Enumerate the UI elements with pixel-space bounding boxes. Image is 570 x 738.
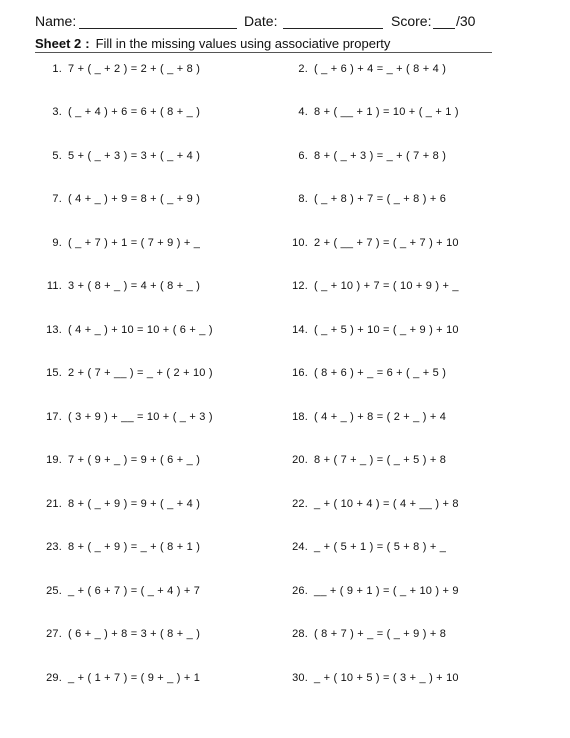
problem-17 <box>40 411 213 423</box>
problem-text: 8 + ( __ + 1 ) = 10 + ( _ + 1 ) <box>314 106 459 118</box>
problem-text: 8 + ( _ + 3 ) = _ + ( 7 + 8 ) <box>314 150 447 162</box>
problem-4 <box>286 106 459 118</box>
problem-10 <box>286 237 459 249</box>
problem-number: 5. <box>52 150 62 162</box>
problem-number: 24. <box>292 541 308 553</box>
problem-8 <box>286 193 446 205</box>
problem-22 <box>286 498 459 510</box>
problem-28 <box>286 628 446 640</box>
problem-15 <box>40 367 213 379</box>
problem-list <box>0 60 570 720</box>
problem-text: ( _ + 5 ) + 10 = ( _ + 9 ) + 10 <box>314 324 459 336</box>
score-blank-line <box>433 28 455 29</box>
date-label: Date: <box>244 13 278 29</box>
problem-text: __ + ( 9 + 1 ) = ( _ + 10 ) + 9 <box>314 585 459 597</box>
problem-5 <box>40 150 200 162</box>
problem-19 <box>40 454 200 466</box>
problem-number: 14. <box>292 324 308 336</box>
problem-number: 12. <box>292 280 308 292</box>
problem-number: 7. <box>52 193 62 205</box>
problem-text: 7 + ( 9 + _ ) = 9 + ( 6 + _ ) <box>68 454 201 466</box>
problem-29 <box>40 672 200 684</box>
problem-number: 4. <box>298 106 308 118</box>
problem-number: 21. <box>46 498 62 510</box>
problem-14 <box>286 324 459 336</box>
problem-text: ( _ + 8 ) + 7 = ( _ + 8 ) + 6 <box>314 193 447 205</box>
problem-1 <box>40 63 200 75</box>
problem-number: 11. <box>46 280 62 292</box>
instructions-text: Fill in the missing values using associative property <box>95 36 391 51</box>
problem-text: ( 6 + _ ) + 8 = 3 + ( 8 + _ ) <box>68 628 201 640</box>
date-blank-line <box>283 28 383 29</box>
problem-text: 2 + ( 7 + __ ) = _ + ( 2 + 10 ) <box>68 367 213 379</box>
sheet-label: Sheet 2 <box>35 36 82 51</box>
problem-text: 5 + ( _ + 3 ) = 3 + ( _ + 4 ) <box>68 150 201 162</box>
problem-number: 8. <box>298 193 308 205</box>
problem-text: 7 + ( _ + 2 ) = 2 + ( _ + 8 ) <box>68 63 201 75</box>
name-label: Name: <box>35 13 77 29</box>
problem-9 <box>40 237 200 249</box>
problem-text: ( 3 + 9 ) + __ = 10 + ( _ + 3 ) <box>68 411 213 423</box>
score-total: /30 <box>456 13 476 29</box>
problem-2 <box>286 63 446 75</box>
problem-number: 18. <box>292 411 308 423</box>
problem-text: ( _ + 4 ) + 6 = 6 + ( 8 + _ ) <box>68 106 201 118</box>
instructions-separator: : <box>85 36 90 51</box>
problem-27 <box>40 628 200 640</box>
problem-text: ( 4 + _ ) + 8 = ( 2 + _ ) + 4 <box>314 411 447 423</box>
problem-text: _ + ( 10 + 5 ) = ( 3 + _ ) + 10 <box>314 672 459 684</box>
problem-text: _ + ( 6 + 7 ) = ( _ + 4 ) + 7 <box>68 585 201 597</box>
problem-number: 22. <box>292 498 308 510</box>
instructions <box>35 36 390 51</box>
problem-number: 13. <box>46 324 62 336</box>
problem-20 <box>286 454 446 466</box>
problem-number: 28. <box>292 628 308 640</box>
problem-25 <box>40 585 200 597</box>
worksheet-header <box>35 13 535 33</box>
problem-number: 26. <box>292 585 308 597</box>
problem-text: ( 4 + _ ) + 10 = 10 + ( 6 + _ ) <box>68 324 213 336</box>
problem-13 <box>40 324 213 336</box>
problem-18 <box>286 411 446 423</box>
problem-26 <box>286 585 459 597</box>
problem-text: ( _ + 7 ) + 1 = ( 7 + 9 ) + _ <box>68 237 201 249</box>
problem-text: 2 + ( __ + 7 ) = ( _ + 7 ) + 10 <box>314 237 459 249</box>
problem-11 <box>40 280 200 292</box>
name-blank-line <box>79 28 237 29</box>
problem-number: 2. <box>298 63 308 75</box>
problem-3 <box>40 106 200 118</box>
problem-text: 8 + ( _ + 9 ) = 9 + ( _ + 4 ) <box>68 498 201 510</box>
problem-number: 9. <box>52 237 62 249</box>
problem-text: 8 + ( 7 + _ ) = ( _ + 5 ) + 8 <box>314 454 447 466</box>
header-divider <box>35 52 492 53</box>
problem-text: _ + ( 5 + 1 ) = ( 5 + 8 ) + _ <box>314 541 447 553</box>
problem-24 <box>286 541 446 553</box>
problem-text: ( 8 + 6 ) + _ = 6 + ( _ + 5 ) <box>314 367 447 379</box>
problem-number: 29. <box>46 672 62 684</box>
problem-number: 1. <box>52 63 62 75</box>
problem-number: 19. <box>46 454 62 466</box>
problem-number: 15. <box>46 367 62 379</box>
problem-23 <box>40 541 200 553</box>
problem-number: 23. <box>46 541 62 553</box>
problem-text: ( 8 + 7 ) + _ = ( _ + 9 ) + 8 <box>314 628 447 640</box>
problem-text: 8 + ( _ + 9 ) = _ + ( 8 + 1 ) <box>68 541 201 553</box>
problem-text: ( _ + 10 ) + 7 = ( 10 + 9 ) + _ <box>314 280 459 292</box>
problem-30 <box>286 672 459 684</box>
problem-text: ( 4 + _ ) + 9 = 8 + ( _ + 9 ) <box>68 193 201 205</box>
score-label: Score: <box>391 13 432 29</box>
problem-text: _ + ( 10 + 4 ) = ( 4 + __ ) + 8 <box>314 498 459 510</box>
problem-21 <box>40 498 200 510</box>
problem-16 <box>286 367 446 379</box>
problem-number: 27. <box>46 628 62 640</box>
problem-number: 10. <box>292 237 308 249</box>
problem-6 <box>286 150 446 162</box>
problem-text: 3 + ( 8 + _ ) = 4 + ( 8 + _ ) <box>68 280 201 292</box>
problem-number: 25. <box>46 585 62 597</box>
problem-12 <box>286 280 459 292</box>
problem-number: 6. <box>298 150 308 162</box>
problem-text: _ + ( 1 + 7 ) = ( 9 + _ ) + 1 <box>68 672 201 684</box>
problem-7 <box>40 193 200 205</box>
problem-number: 16. <box>292 367 308 379</box>
problem-number: 3. <box>52 106 62 118</box>
problem-number: 20. <box>292 454 308 466</box>
problem-text: ( _ + 6 ) + 4 = _ + ( 8 + 4 ) <box>314 63 447 75</box>
problem-number: 17. <box>46 411 62 423</box>
problem-number: 30. <box>292 672 308 684</box>
